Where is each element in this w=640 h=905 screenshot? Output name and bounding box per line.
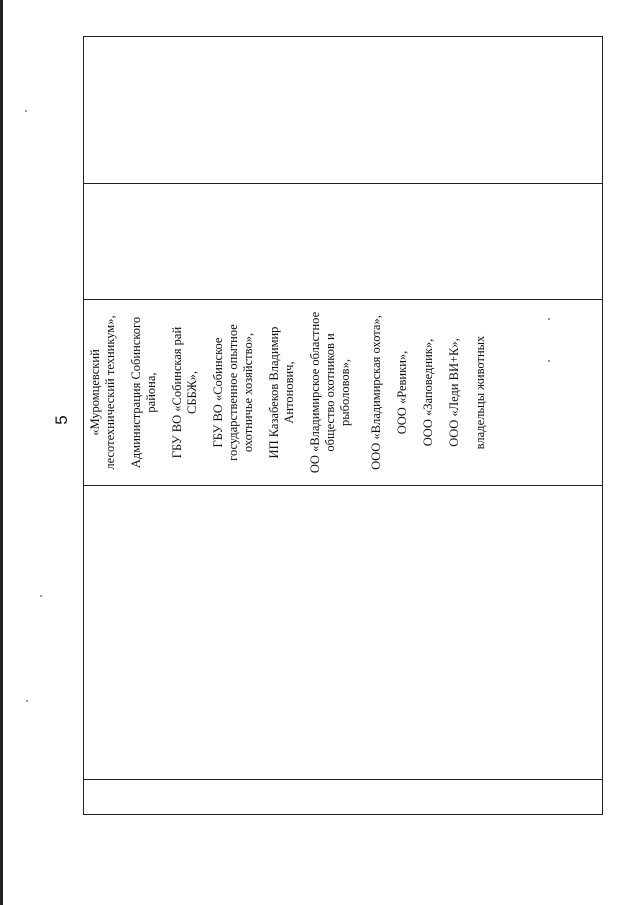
list-item: «Муромцевский лесотехнический техникум»,	[88, 315, 117, 470]
scan-speck	[26, 700, 28, 702]
table-row	[84, 37, 603, 815]
scan-edge	[0, 0, 3, 905]
list-item: ООО «Леди ВИ+К»,	[447, 338, 461, 447]
list-item: Администрация Собинского района,	[129, 316, 158, 469]
table-cell-entities	[84, 300, 603, 486]
scan-speck	[25, 110, 27, 112]
list-item: ИП Казабеков Владимир Антонович,	[267, 326, 296, 459]
table-rotation-frame	[83, 42, 603, 815]
list-item: ГБУ ВО «Собинская рай СББЖ»,	[170, 326, 199, 459]
list-item: ГБУ ВО «Собинское государственное опытное охотничье хозяйство»,	[211, 324, 255, 461]
table-cell-empty	[84, 486, 603, 780]
table-cell-empty	[84, 37, 603, 184]
data-table	[83, 36, 603, 815]
scan-speck	[548, 360, 550, 362]
list-item: ООО «Владимирская охота»,	[369, 315, 383, 470]
page-number: 5	[52, 415, 71, 425]
entity-list	[84, 300, 488, 485]
list-item: ООО «Заповедник»,	[421, 338, 435, 447]
list-item: ОО «Владимирское областное общество охотников и рыболовов»,	[308, 311, 352, 474]
list-item: ООО «Ревики»,	[395, 350, 409, 435]
rotated-table	[83, 42, 603, 815]
list-item: владельцы животных	[473, 335, 487, 450]
scan-speck	[40, 595, 42, 597]
scan-speck	[548, 318, 550, 320]
table-cell-empty	[84, 184, 603, 300]
table-cell-empty	[84, 780, 603, 815]
